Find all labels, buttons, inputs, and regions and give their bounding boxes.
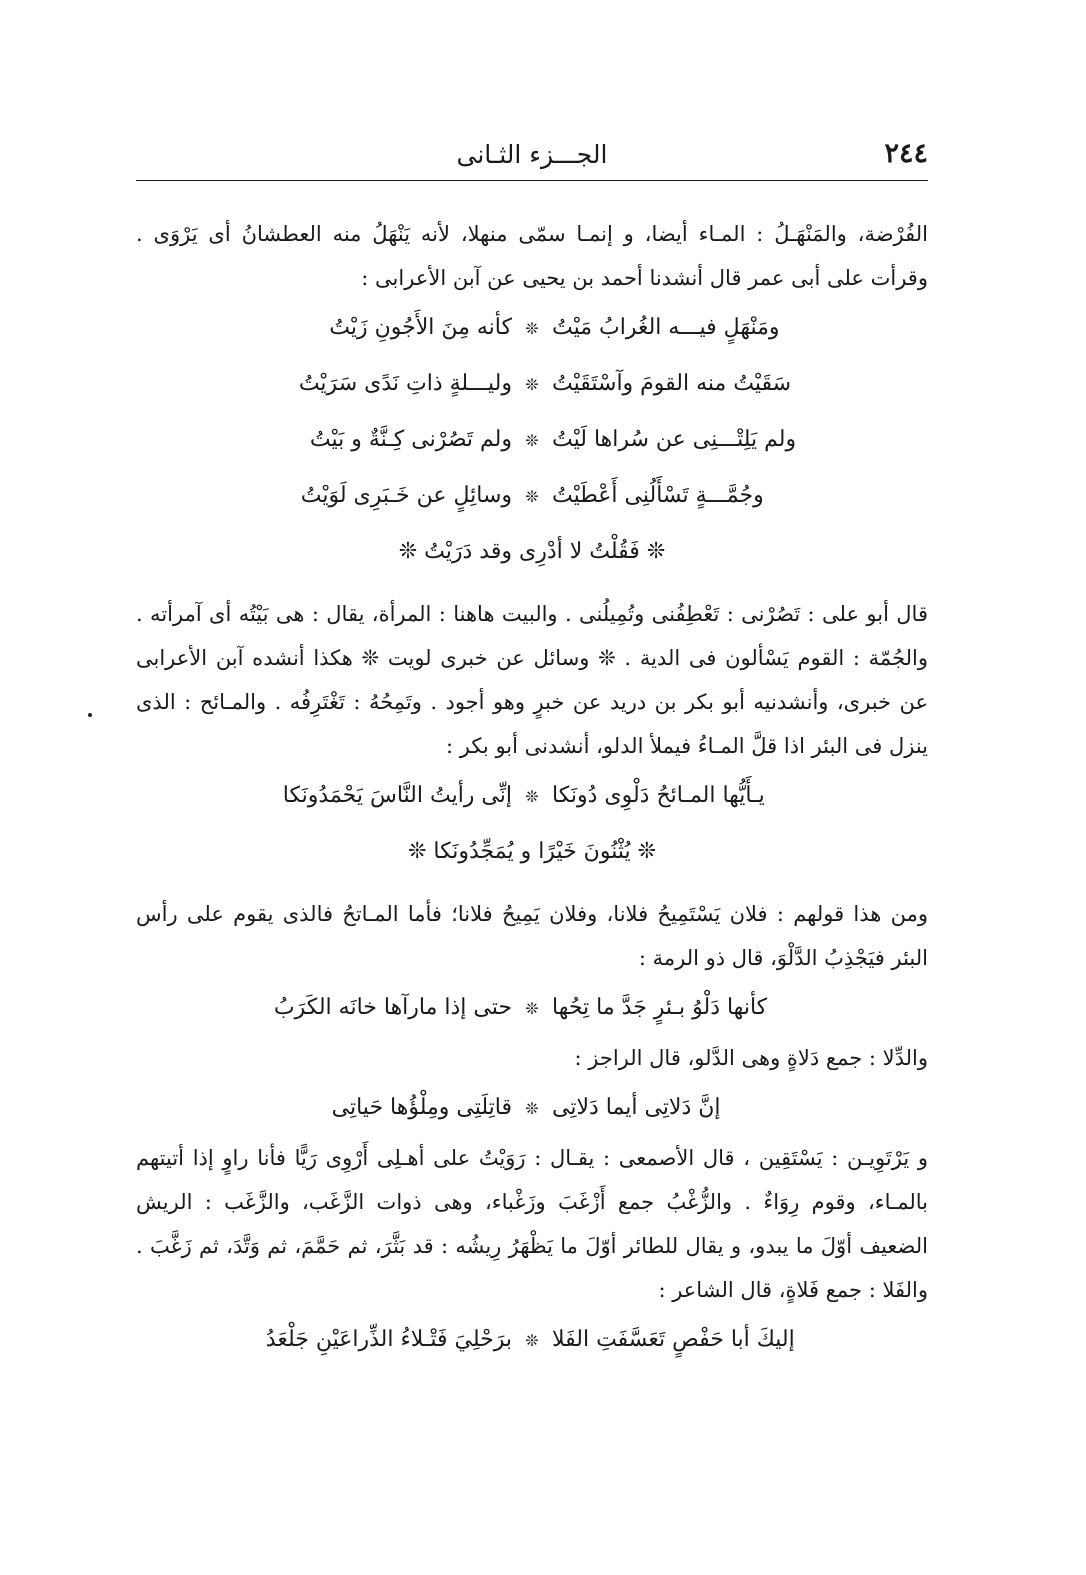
poem-5 (136, 1312, 928, 1368)
verse-line (136, 768, 928, 824)
paragraph-5: و يَرْتَوِيـن : يَسْتَقِين ، قال الأصمعى : يقـال : رَوَيْتُ على أهـلِى أَرْوِى رَيًّا فأنا راوٍ إذا أتيتهم بالمـاء، وقوم رِوَاءٌ . والزُّغْبُ جمع أَزْغَبَ وزَغْباء، وهى ذوات الزَّغَب، والزَّغَب : الريش الضعيف أوّلَ ما يبدو، و يقال للطائر أوّلَ ما يَظْهَرُ رِيشُه : قد بَثَّرَ، ثم حَمَّمَ، ثم وَتَّدَ، ثم زَغَّبَ . والفَلا : جمع فَلاةٍ، قال الشاعر : (136, 1146, 928, 1302)
verse-line (136, 356, 928, 412)
second-hemistich: ولم تَصُرْنى كِـنَّةٌ و بَيْتُ (309, 427, 512, 452)
star-separator-icon: ❊ (407, 839, 427, 864)
spacer (136, 880, 928, 892)
star-separator-icon: ❊ (525, 1331, 539, 1350)
single-hemistich: فَقُلْتُ لا أدْرِى وقد دَرَيْتُ (424, 539, 640, 564)
first-hemistich: سَقَيْتُ منه القومَ وآسْتَقَيْتُ (552, 371, 792, 396)
verse-line (136, 1312, 928, 1368)
second-hemistich: كأنه مِنَ الأَجُونِ زَيْتُ (329, 315, 512, 340)
page-header (136, 128, 928, 181)
poem-3 (136, 980, 928, 1036)
verse-line (136, 468, 928, 524)
page-body (136, 212, 928, 1368)
poem-4 (136, 1080, 928, 1136)
paragraph-1: الفُرْضة، والمَنْهَـلُ : المـاء أيضا، و إنمـا سمّى منهلا، لأنه يَنْهَلُ منه العطشانُ أى يَرْوَى . وقرأت على أبى عمر قال أنشدنا أحمد بن يحيى عن آبن الأعرابى : (136, 222, 928, 290)
star-separator-icon: ❊ (525, 319, 539, 338)
star-separator-icon: ❊ (525, 431, 539, 450)
verse-line (136, 412, 928, 468)
first-hemistich: إليكَ أبا حَفْصٍ تَعَسَّفَتِ الفَلا (552, 1327, 795, 1352)
star-separator-icon: ❊ (525, 787, 539, 806)
verse-line (136, 1080, 928, 1136)
first-hemistich: ومَنْهَلٍ فيـــه الغُرابُ مَيْتُ (552, 315, 780, 340)
second-hemistich: إنِّى رأيتُ النَّاسَ يَحْمَدُونَكا (282, 783, 512, 808)
verse-line (136, 980, 928, 1036)
spacer (136, 580, 928, 592)
paragraph-4: والدِّلا : جمع دَلاةٍ وهى الدَّلو، قال الراجز : (574, 1046, 928, 1070)
star-separator-icon: ❊ (525, 999, 539, 1018)
first-hemistich: يـأَيُّها المـائحُ دَلْوِى دُونَكا (552, 783, 765, 808)
poem-2 (136, 768, 928, 880)
verse-line (136, 300, 928, 356)
star-separator-icon: ❊ (525, 375, 539, 394)
running-title: الجـــزء الثـانى (456, 140, 608, 169)
single-hemistich: يُثْنُونَ خَيْرًا و يُمَجِّدُونَكا (433, 839, 631, 864)
star-separator-icon: ❊ (525, 1099, 539, 1118)
paragraph-3: ومن هذا قولهم : فلان يَسْتَمِيحُ فلانا، وفلان يَمِيحُ فلانا؛ فأما المـاتحُ فالذى يقوم على رأس البئر فيَجْذِبُ الدَّلْوَ، قال ذو الرمة : (136, 902, 928, 970)
second-hemistich: وسائِلٍ عن خَـبَرِى لَوَيْتُ (300, 483, 512, 508)
first-hemistich: وجُمَّـــةٍ تَسْأَلُنِى أَعْطَيْتُ (552, 483, 764, 508)
first-hemistich: ولم يَلِتْـــنِى عن سُراها لَيْتُ (552, 427, 797, 452)
margin-mark (88, 713, 92, 717)
paragraph-2: قال أبو على : تَصُرْنى : تَعْطِفُنى وتُمِيلُنى . والبيت هاهنا : المرأة، يقال : هى بَيْتُه أى آمرأته . والجُمّة : القوم يَسْألون فى الدية . ❊ وسائل عن خبرى لويت ❊ هكذا أنشده آبن الأعرابى عن خبرى، وأنشدنيه أبو بكر بن دريد عن خبرٍ وهو أجود . وتَمِحُهُ : تَغْتَرِفُه . والمـائح : الذى ينزل فى البئر اذا قلَّ المـاءُ فيملأ الدلو، أنشدنى أبو بكر : (136, 602, 928, 758)
page-number: ٢٤٤ (884, 138, 928, 169)
second-hemistich: برَحْلِيَ فَتْـلاءُ الذِّراعَيْنِ جَلْعَدُ (265, 1327, 512, 1352)
poem-1 (136, 300, 928, 580)
first-hemistich: إنَّ دَلاتِى أيما دَلاتِى (552, 1095, 721, 1120)
star-separator-icon: ❊ (646, 539, 666, 564)
second-hemistich: حتى إذا مارآها خانَه الكَرَبُ (273, 995, 512, 1020)
second-hemistich: وليـــلةٍ ذاتِ نَدًى سَرَيْتُ (298, 371, 512, 396)
second-hemistich: قاتِلَتِى ومِلْؤُها حَياتِى (331, 1095, 512, 1120)
verse-single-line (136, 524, 928, 580)
star-separator-icon: ❊ (637, 839, 657, 864)
star-separator-icon: ❊ (398, 539, 418, 564)
star-separator-icon: ❊ (525, 487, 539, 506)
verse-single-line (136, 824, 928, 880)
first-hemistich: كأنها دَلْوُ بـئرٍ جَدَّ ما تِحُها (552, 995, 768, 1020)
